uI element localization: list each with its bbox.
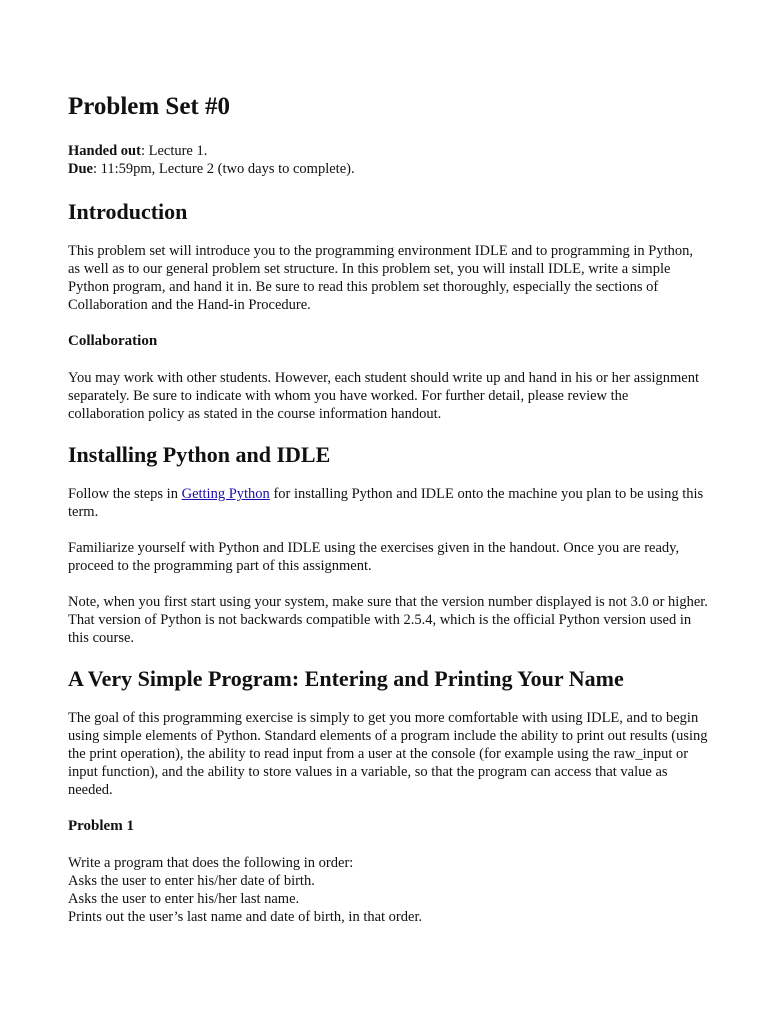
installing-p1-before: Follow the steps in bbox=[68, 486, 182, 502]
problem-1-intro: Write a program that does the following in order: bbox=[68, 855, 354, 871]
simple-program-heading: A Very Simple Program: Entering and Printing Your Name bbox=[68, 666, 624, 691]
due-label: Due bbox=[68, 161, 93, 177]
installing-paragraph-2: Familiarize yourself with Python and IDLE using the exercises given in the handout. Once you are ready, proceed to the programming part of this assignment. bbox=[68, 540, 680, 574]
page-title: Problem Set #0 bbox=[68, 93, 231, 120]
installing-heading: Installing Python and IDLE bbox=[68, 442, 331, 467]
handed-out-line bbox=[68, 142, 708, 160]
problem-1-step: Prints out the user’s last name and date of birth, in that order. bbox=[68, 909, 423, 925]
handed-out-value: : Lecture 1. bbox=[140, 143, 208, 159]
introduction-paragraph: This problem set will introduce you to the programming environment IDLE and to programming in Python, as well as to our general problem set structure. In this problem set, you will install IDLE, write a simple Python program, and hand it in. Be sure to read this problem set thoroughly, especially the sections of Collaboration and the Hand-in Procedure. bbox=[68, 243, 694, 313]
handed-out-label: Handed out bbox=[68, 143, 141, 159]
installing-p1-after: for installing Python and IDLE onto the machine you plan to be using this term. bbox=[68, 486, 704, 520]
simple-program-paragraph: The goal of this programming exercise is simply to get you more comfortable with using IDLE, and to begin using simple elements of Python. Standard elements of a program include the ability to print out results (using the print operation), the ability to read input from a user at the console (for example using the raw_input or input function), and the ability to store values in a variable, so that the program can access that value as needed. bbox=[68, 710, 708, 798]
due-value: : 11:59pm, Lecture 2 (two days to complete). bbox=[92, 161, 355, 177]
introduction-heading: Introduction bbox=[68, 199, 188, 224]
collaboration-heading: Collaboration bbox=[68, 333, 158, 349]
assignment-meta bbox=[68, 142, 708, 178]
problem-1-step: Asks the user to enter his/her last name. bbox=[68, 891, 300, 907]
due-line bbox=[68, 160, 708, 178]
problem-1-steps bbox=[68, 854, 708, 926]
collaboration-paragraph: You may work with other students. However, each student should write up and hand in his or her assignment separately. Be sure to indicate with whom you have worked. For further detail, please review the collaboration policy as stated in the course information handout. bbox=[68, 370, 700, 422]
document-page bbox=[68, 92, 708, 926]
installing-paragraph-3: Note, when you first start using your system, make sure that the version number displayed is not 3.0 or higher. That version of Python is not backwards compatible with 2.5.4, which is the official Python version used in this course. bbox=[68, 594, 708, 646]
problem-1-heading: Problem 1 bbox=[68, 818, 134, 834]
getting-python-link[interactable]: Getting Python bbox=[181, 486, 270, 502]
installing-paragraph-1 bbox=[68, 485, 708, 521]
problem-1-step: Asks the user to enter his/her date of birth. bbox=[68, 873, 315, 889]
